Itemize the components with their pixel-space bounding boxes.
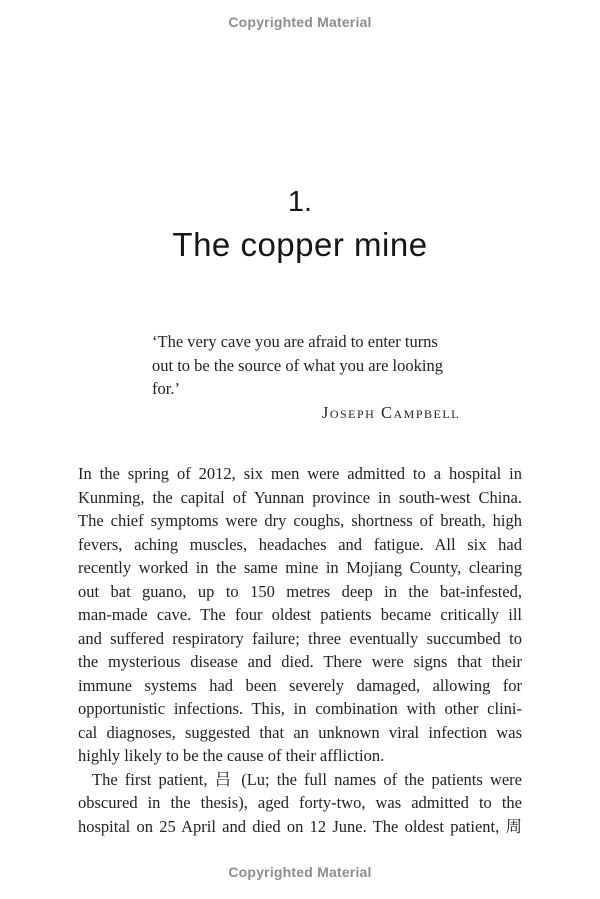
body-line: Kunming, the capital of Yunnan province in south-west China. <box>78 487 522 507</box>
chapter-title: The copper mine <box>172 226 428 263</box>
copyright-notice-top: Copyrighted Material <box>228 14 372 30</box>
body-line: recently worked in the same mine in Mojiang County, clearing <box>78 558 522 577</box>
epigraph-line: for.’ <box>152 379 180 398</box>
body-line: out bat guano, up to 150 metres deep in the bat-infested, <box>78 581 522 601</box>
epigraph-line: out to be the source of what you are looking <box>152 355 443 375</box>
body-line: fevers, aching muscles, headaches and fatigue. All six had <box>78 534 522 554</box>
epigraph <box>152 330 460 424</box>
chapter-number: 1. <box>287 186 313 218</box>
body-text <box>78 462 522 838</box>
body-line: the mysterious disease and died. There were signs that their <box>78 652 522 671</box>
body-line: and suffered respiratory failure; three eventually succumbed to <box>78 628 522 648</box>
copyright-notice-bottom: Copyrighted Material <box>228 864 372 880</box>
body-line: immune systems had been severely damaged, allowing for <box>78 675 522 695</box>
epigraph-line: ‘The very cave you are afraid to enter turns <box>152 332 438 351</box>
body-line: highly likely to be the cause of their affliction. <box>78 746 385 765</box>
body-line: The chief symptoms were dry coughs, shortness of breath, high <box>78 511 522 530</box>
body-line: opportunistic infections. This, in combination with other clini- <box>78 699 522 718</box>
body-line: man-made cave. The four oldest patients became critically ill <box>78 605 522 624</box>
body-line: In the spring of 2012, six men were admitted to a hospital in <box>78 464 522 483</box>
body-line: hospital on 25 April and died on 12 June. The oldest patient, 周 <box>78 816 522 836</box>
epigraph-attribution: Joseph Campbell <box>321 402 460 422</box>
body-line: cal diagnoses, suggested that an unknown viral infection was <box>78 722 522 742</box>
body-line: obscured in the thesis), aged forty-two, was admitted to the <box>78 793 522 812</box>
body-line: The first patient, 吕 (Lu; the full names of the patients were <box>92 769 522 789</box>
